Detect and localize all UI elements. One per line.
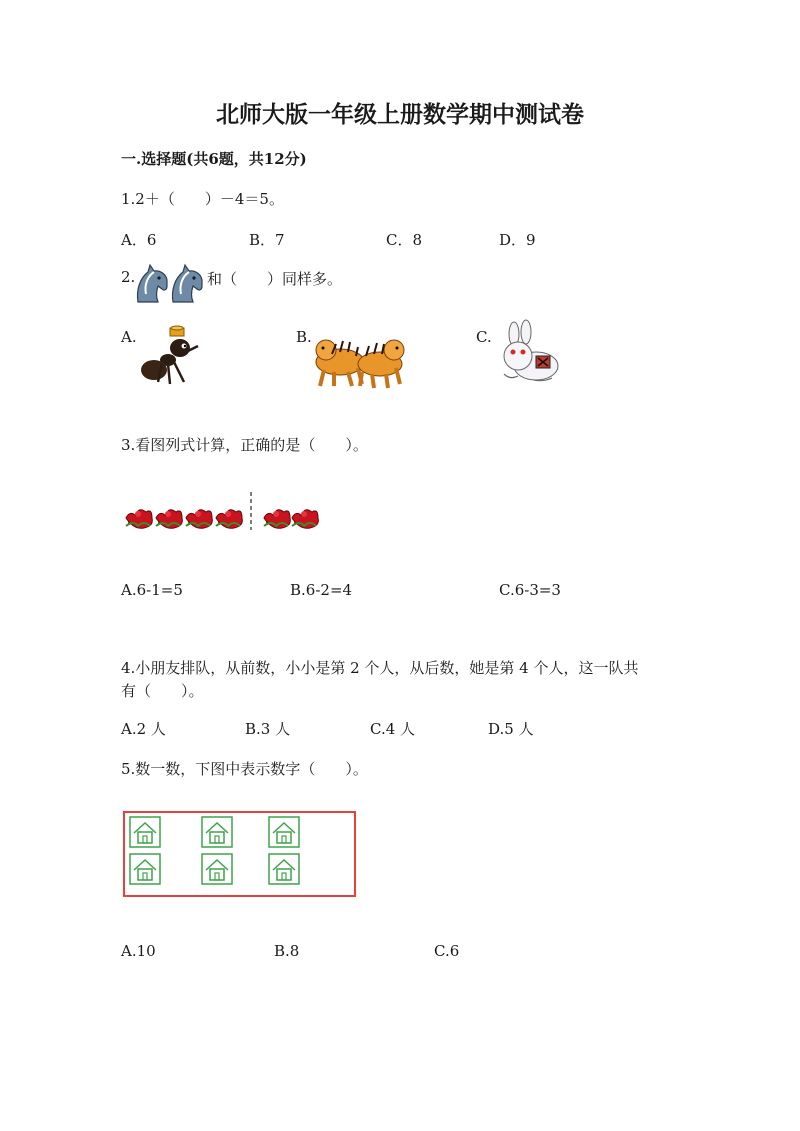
question-3-stem: 3.看图列式计算，正确的是（ ）。: [121, 436, 368, 454]
question-1-stem: 1.2＋（ ）－4＝5。: [121, 190, 284, 208]
houses-picture: [123, 811, 356, 897]
question-2-number: 2.: [121, 268, 136, 286]
flowers-picture: [122, 488, 326, 532]
section-heading: 一.选择题(共6题，共12分): [121, 150, 307, 168]
question-1-option-c: C．8: [386, 231, 423, 249]
question-4-option-a: A.2 人: [121, 720, 166, 738]
question-1-option-d: D．9: [499, 231, 536, 249]
rabbit-picture: [494, 322, 564, 386]
rabbit-icon: [504, 320, 558, 381]
question-2-option-b: B.: [296, 328, 312, 346]
question-3-option-b: B.6-2=4: [290, 581, 353, 599]
horse-head-icon: [172, 265, 202, 302]
question-5-stem: 5.数一数，下图中表示数字（ ）。: [121, 760, 368, 778]
horse-head-icon: [137, 265, 167, 302]
horses-picture: [134, 262, 204, 304]
question-2-stem: 和（ ）同样多。: [207, 270, 343, 288]
question-4-option-b: B.3 人: [245, 720, 291, 738]
page-title: 北师大版一年级上册数学期中测试卷: [216, 101, 584, 128]
question-3-option-a: A.6-1=5: [121, 581, 183, 599]
question-1-option-b: B．7: [249, 231, 285, 249]
question-5-option-c: C.6: [434, 942, 460, 960]
question-5-option-b: B.8: [274, 942, 300, 960]
question-3-option-c: C.6-3=3: [499, 581, 561, 599]
question-2-option-a: A.: [121, 328, 137, 346]
question-1-option-a: A．6: [121, 231, 157, 249]
question-4-option-c: C.4 人: [370, 720, 416, 738]
question-4-stem-line-2: 有（ ）。: [121, 682, 204, 700]
tiger-icon: [316, 340, 364, 386]
ant-icon: [141, 326, 198, 384]
tiger-icon: [358, 340, 404, 388]
tigers-picture: [314, 330, 402, 388]
ant-picture: [140, 326, 206, 390]
question-4-option-d: D.5 人: [488, 720, 534, 738]
question-5-option-a: A.10: [121, 942, 156, 960]
question-2-option-c: C.: [476, 328, 492, 346]
question-4-stem-line-1: 4.小朋友排队，从前数，小小是第 2 个人，从后数，她是第 4 个人，这一队共: [121, 659, 639, 677]
